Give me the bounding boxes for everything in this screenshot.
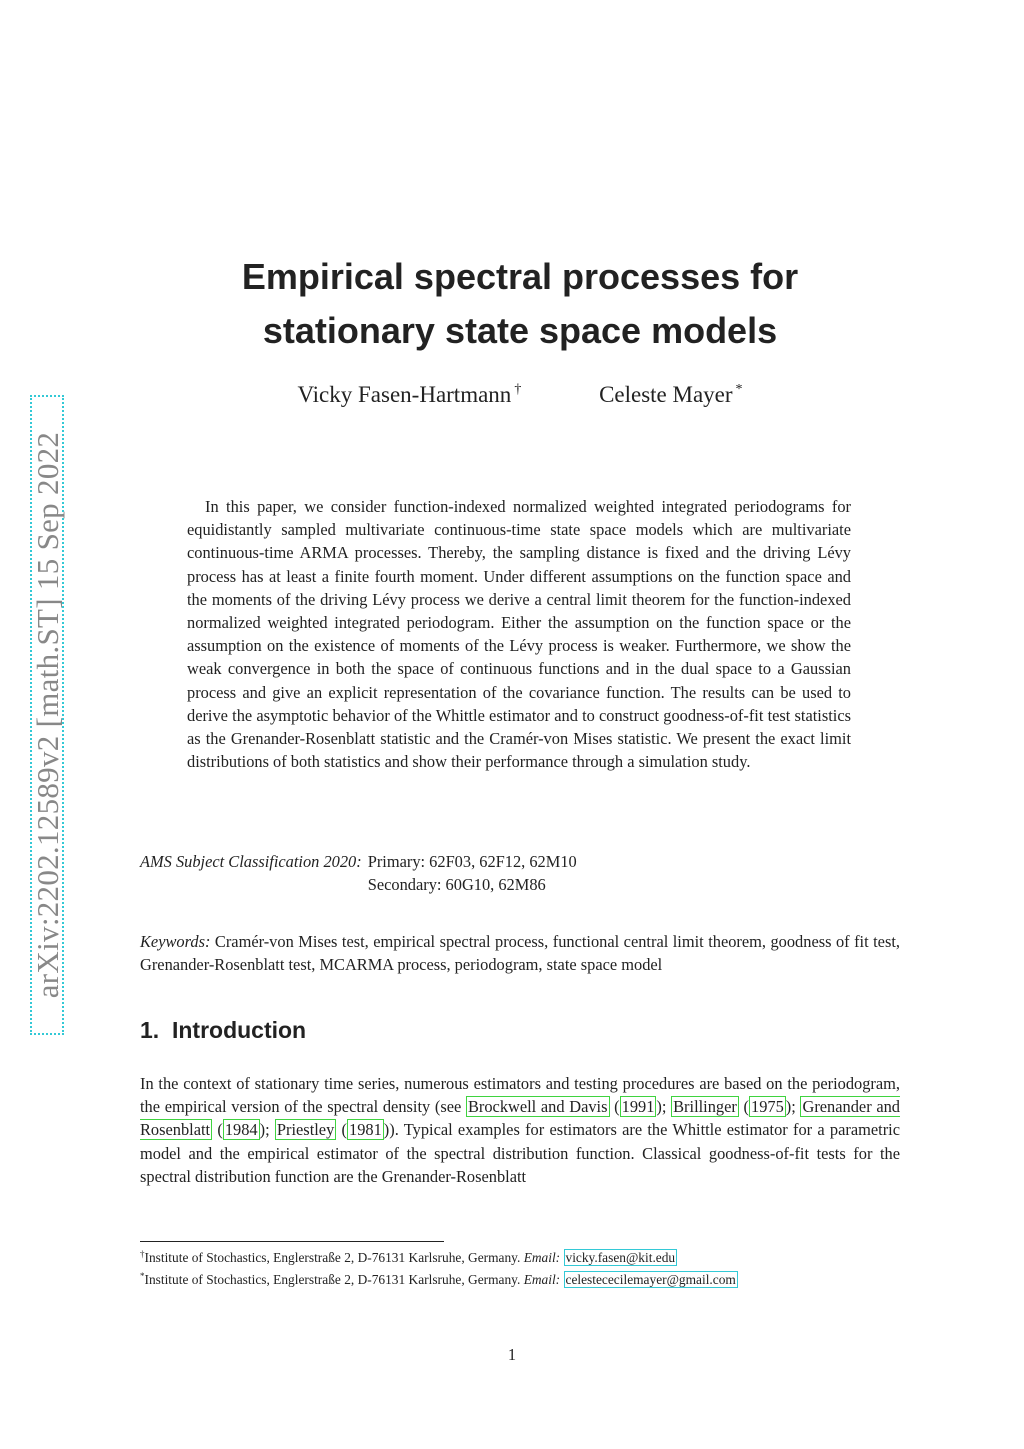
citation-link-brillinger[interactable]: Brillinger (673, 1097, 737, 1117)
msc-primary: Primary: 62F03, 62F12, 62M10 (367, 852, 577, 871)
msc-label: AMS Subject Classification 2020: (140, 852, 362, 871)
title-line-2: stationary state space models (262, 310, 778, 351)
footnotes (140, 1245, 738, 1289)
footnote-divider (140, 1241, 444, 1242)
email-link-fasen[interactable]: vicky.fasen@kit.edu (565, 1250, 676, 1265)
keywords-text: Cramér-von Mises test, empirical spectral process, functional central limit theorem, goodness of fit test, Grenander-Rosenblatt test, MCARMA process, periodogram, state space model (140, 932, 900, 975)
intro-text: ( (336, 1120, 347, 1140)
author-list (140, 375, 900, 410)
footnote-1 (140, 1245, 738, 1267)
email-link-mayer[interactable]: celestececilemayer@gmail.com (565, 1272, 736, 1287)
citation-year-link-1981[interactable]: 1981 (349, 1120, 382, 1140)
arxiv-identifier: arXiv:2202.12589v2 [math.ST] 15 Sep 2022 (30, 431, 65, 999)
citation-year-link-1991[interactable]: 1991 (621, 1097, 655, 1117)
author-1-name: Vicky Fasen-Hartmann (297, 382, 512, 407)
footnote-1-mark: † (140, 1249, 145, 1259)
intro-text: )). Typical examples for estimators are the Whittle estimator for a parametric model and the empirical estimator of the spectral distribution function. Classical goodness-of-fit tests for the spectral distribution function are the Grenander-Rosenblatt (140, 1120, 901, 1186)
author-2-footnote-mark[interactable]: * (735, 382, 743, 397)
keywords (140, 930, 900, 976)
footnote-1-email-label: Email: (523, 1250, 561, 1265)
keywords-label: Keywords: (140, 932, 211, 951)
ams-classification (140, 850, 577, 896)
citation-year-link-1984[interactable]: 1984 (224, 1120, 258, 1140)
section-title: Introduction (171, 1017, 307, 1043)
page-number: 1 (507, 1345, 517, 1364)
intro-text: ); (259, 1120, 275, 1140)
section-heading-introduction (140, 1015, 306, 1045)
citation-link-grenander-rosenblatt[interactable]: Grenander and Rosenblatt (140, 1097, 900, 1140)
intro-text: ); (785, 1097, 801, 1117)
msc-codes (368, 850, 577, 896)
author-1-footnote-mark[interactable]: † (514, 382, 522, 397)
intro-text: ( (212, 1120, 223, 1140)
citation-link-brockwell-davis[interactable]: Brockwell and Davis (467, 1097, 608, 1117)
footnote-1-affiliation: Institute of Stochastics, Englerstraße 2, D-76131 Karlsruhe, Germany. (144, 1250, 524, 1265)
footnote-2-affiliation: Institute of Stochastics, Englerstraße 2, D-76131 Karlsruhe, Germany. (144, 1272, 524, 1287)
paper-title (140, 250, 900, 358)
intro-text: ( (609, 1097, 620, 1117)
footnote-2 (140, 1267, 738, 1289)
abstract: In this paper, we consider function-indexed normalized weighted integrated periodograms for equidistantly sampled multivariate continuous-time state space models which are multivariate continuous-time ARMA processes. Thereby, the sampling distance is fixed and the driving Lévy process has at least a finite fourth moment. Under different assumptions on the function space and the moments of the driving Lévy process we derive a central limit theorem for the function-indexed normalized weighted integrated periodogram. Either the assumption on the function space or the assumption on the existence of moments of the Lévy process is weaker. Furthermore, we show the weak convergence in both the space of continuous functions and in the dual space to a Gaussian process and give an explicit representation of the covariance function. The results can be used to derive the asymptotic behavior of the Whittle estimator and to construct goodness-of-fit test statistics as the Grenander-Rosenblatt statistic and the Cramér-von Mises statistic. We present the exact limit distributions of both statistics and show their performance through a simulation study. (187, 497, 851, 772)
footnote-2-mark: * (140, 1271, 145, 1281)
author-1 (297, 375, 521, 410)
msc-secondary: Secondary: 60G10, 62M86 (367, 875, 546, 895)
footnote-2-email-label: Email: (523, 1272, 561, 1287)
section-number: 1. (140, 1017, 160, 1043)
author-2 (599, 375, 742, 410)
intro-text: ); (656, 1097, 672, 1117)
author-2-name: Celeste Mayer (599, 382, 733, 407)
intro-text: ( (738, 1097, 749, 1117)
citation-year-link-1975[interactable]: 1975 (751, 1097, 784, 1117)
title-line-1: Empirical spectral processes for (241, 256, 799, 297)
introduction-paragraph (140, 1072, 900, 1188)
intro-text: In the context of stationary time series, numerous estimators and testing procedures are based on the periodogram, the empirical version of the spectral density (see (140, 1074, 900, 1117)
citation-link-priestley[interactable]: Priestley (276, 1120, 335, 1140)
